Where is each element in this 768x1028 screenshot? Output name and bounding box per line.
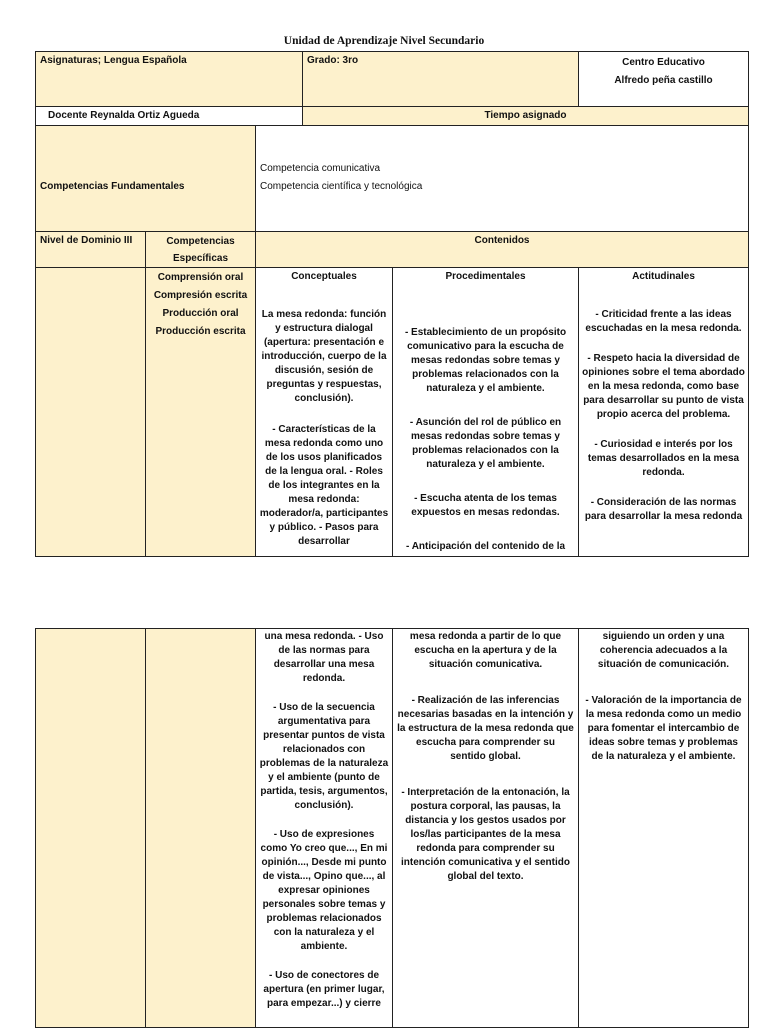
conceptuales-head: Conceptuales <box>291 271 357 282</box>
competencia-item: Competencia comunicativa <box>260 163 381 174</box>
document-title: Unidad de Aprendizaje Nivel Secundario <box>283 35 485 47</box>
conceptual-paragraph: - Características de la mesa redonda como uno de los usos planificados de la lengua oral. - Roles de los integrantes en la mesa redonda: moderador/a, participantes y público. - Pasos para desarrollar <box>259 424 389 547</box>
conceptuales-column-p1 <box>255 267 393 557</box>
procedimental-paragraph: - Establecimiento de un propósito comunicativo para la escucha de mesas redondas sobre temas y problemas relacionados con la naturaleza y el ambiente. <box>404 327 567 394</box>
competencias-list-cell <box>255 125 749 232</box>
centro-label: Centro Educativo <box>622 57 705 68</box>
actitudinal-paragraph: - Respeto hacia la diversidad de opiniones sobre el tema abordado en la mesa redonda, como base para desarrollar su punto de vista propio acerca del problema. <box>582 353 745 420</box>
procedimental-paragraph: - Interpretación de la entonación, la postura corporal, las pausas, la distancia y los gestos usados por los/las participantes de la mesa redonda para comprender su intención comunicativa y el sentido global del texto. <box>401 787 570 882</box>
grado-cell: Grado: 3ro <box>302 51 579 107</box>
conceptuales-column-p2 <box>255 628 393 1028</box>
nivel-dominio-cell: Nivel de Dominio III <box>35 231 146 268</box>
competencias-especificas-head <box>145 231 256 268</box>
especificas-line1: Competencias <box>166 236 235 247</box>
competencias-label-cell <box>35 125 256 232</box>
docente-cell: Docente Reynalda Ortiz Agueda <box>35 106 303 126</box>
procedimentales-column-p1 <box>392 267 579 557</box>
conceptual-paragraph: - Uso de expresiones como Yo creo que..., En mi opinión..., Desde mi punto de vista..., Opino que..., al expresar opiniones personales sobre temas y problemas relacionados con la naturaleza y el ambiente. <box>260 829 388 952</box>
conceptual-paragraph: La mesa redonda: función y estructura dialogal (apertura: presentación e introducción, cuerpo de la discusión, sesión de preguntas y respuestas, conclusión). <box>261 309 387 404</box>
especifica-item: Comprensión oral <box>157 272 244 283</box>
actitudinal-paragraph: - Consideración de las normas para desarrollar la mesa redonda <box>584 497 743 522</box>
especifica-item: Producción oral <box>162 308 239 319</box>
conceptual-paragraph: - Uso de la secuencia argumentativa para presentar puntos de vista relacionados con problemas de la naturaleza y el ambiente (punto de partida, tesis, argumentos, conclusión). <box>259 702 389 811</box>
centro-name: Alfredo peña castillo <box>614 75 713 86</box>
actitudinal-paragraph: siguiendo un orden y una coherencia adecuados a la situación de comunicación. <box>597 631 730 670</box>
procedimental-paragraph: - Asunción del rol de público en mesas redondas sobre temas y problemas relacionados con la naturaleza y el ambiente. <box>409 417 562 470</box>
actitudinal-paragraph: - Valoración de la importancia de la mesa redonda como un medio para fomentar el intercambio de ideas sobre temas y problemas de la naturaleza y el ambiente. <box>585 695 742 762</box>
especificas-body-cell-p2 <box>145 628 256 1028</box>
actitudinales-head: Actitudinales <box>632 271 695 282</box>
actitudinales-column-p1 <box>578 267 749 557</box>
nivel-body-cell <box>35 267 146 557</box>
especifica-item: Compresión escrita <box>153 290 248 301</box>
nivel-body-cell-p2 <box>35 628 146 1028</box>
procedimentales-column-p2 <box>392 628 579 1028</box>
procedimental-paragraph: mesa redonda a partir de lo que escucha en la apertura y de la situación comunicativa. <box>409 631 562 670</box>
asignaturas-cell: Asignaturas; Lengua Española <box>35 51 303 107</box>
especificas-line2: Específicas <box>172 253 229 264</box>
centro-educativo-cell <box>578 51 749 107</box>
competencia-item: Competencia científica y tecnológica <box>260 181 423 192</box>
actitudinal-paragraph: - Criticidad frente a las ideas escuchadas en la mesa redonda. <box>585 309 742 334</box>
contenidos-head: Contenidos <box>255 231 749 268</box>
actitudinales-column-p2 <box>578 628 749 1028</box>
conceptual-paragraph: - Uso de conectores de apertura (en primer lugar, para empezar...) y cierre <box>263 970 385 1009</box>
procedimental-paragraph: - Anticipación del contenido de la <box>405 541 566 552</box>
actitudinal-paragraph: - Curiosidad e interés por los temas desarrollados en la mesa redonda. <box>587 439 740 478</box>
procedimentales-head: Procedimentales <box>445 271 526 282</box>
competencias-especificas-list <box>145 267 256 557</box>
competencias-label: Competencias Fundamentales <box>40 181 185 192</box>
procedimental-paragraph: - Realización de las inferencias necesarias basadas en la intención y la estructura de la mesa redonda que escucha para comprender su sentido global. <box>397 695 574 762</box>
procedimental-paragraph: - Escucha atenta de los temas expuestos en mesas redondas. <box>411 493 560 518</box>
tiempo-asignado-cell: Tiempo asignado <box>302 106 749 126</box>
conceptual-paragraph: una mesa redonda. - Uso de las normas para desarrollar una mesa redonda. <box>264 631 384 684</box>
especifica-item: Producción escrita <box>155 326 246 337</box>
